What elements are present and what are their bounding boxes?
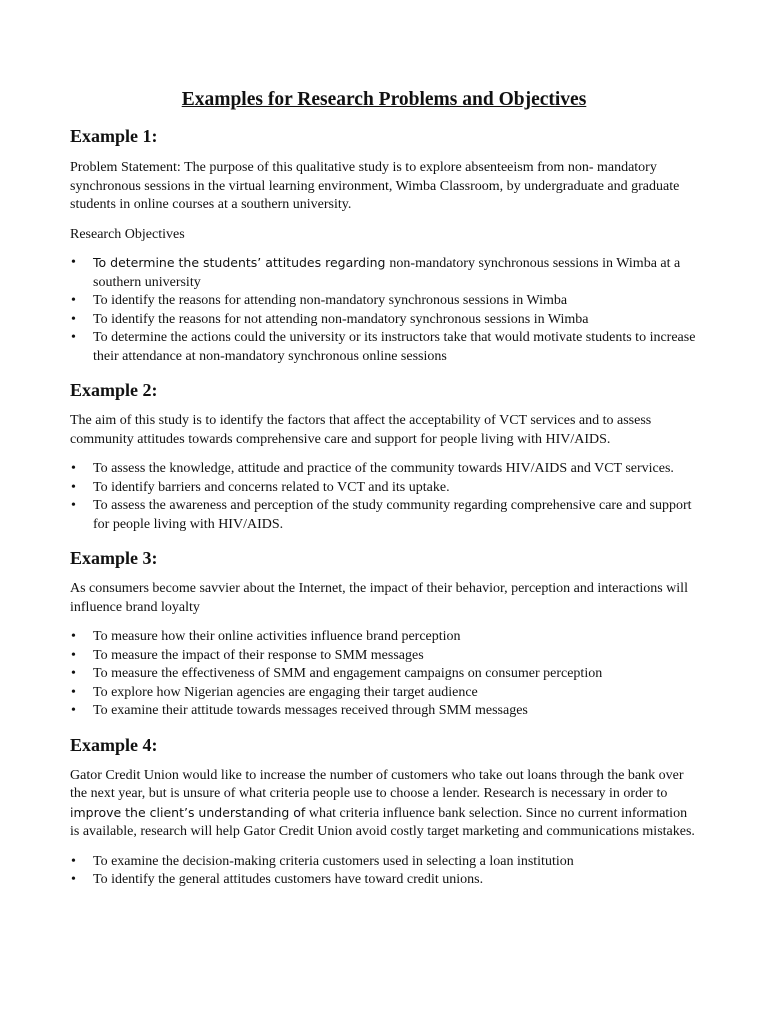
- example-1-objectives-list: [70, 254, 698, 366]
- example-4-paragraph-part1: Gator Credit Union would like to increase the number of customers who take out loans through the bank over the next year, but is unsure of what criteria people use to choose a lender. Research is necessary in order to: [70, 767, 684, 801]
- example-2-heading: Example 2:: [70, 380, 158, 400]
- example-1-problem-statement: Problem Statement: The purpose of this qualitative study is to explore absenteeism from non- mandatory synchronous sessions in the virtual learning environment, Wimba Classroom, by undergraduate and graduate students in online courses at a southern university.: [70, 160, 680, 212]
- list-item: • To assess the knowledge, attitude and practice of the community towards HIV/AIDS and VCT services.: [70, 460, 698, 479]
- example-2-objectives-list: [70, 460, 698, 534]
- list-item: • To identify the reasons for not attending non-mandatory synchronous sessions in Wimba: [70, 311, 698, 330]
- example-1-section: [70, 125, 698, 366]
- document-title: Examples for Research Problems and Objectives: [181, 89, 587, 110]
- list-item: • To examine the decision-making criteria customers used in selecting a loan institution: [70, 853, 698, 872]
- example-2-section: [70, 379, 698, 534]
- list-item: • To measure the impact of their response to SMM messages: [70, 647, 698, 666]
- example-4-objectives-list: [70, 853, 698, 890]
- example-4-heading: Example 4:: [70, 734, 158, 755]
- example-1-heading: Example 1:: [70, 126, 158, 146]
- list-item: • To identify barriers and concerns related to VCT and its uptake.: [70, 479, 698, 498]
- list-item: • To determine the actions could the university or its instructors take that would motivate students to increase their attendance at non-mandatory synchronous online sessions: [70, 329, 698, 366]
- example-3-section: [70, 547, 698, 721]
- example-2-paragraph: The aim of this study is to identify the factors that affect the acceptability of VCT services and to assess community attitudes towards comprehensive care and support for people living with HIV/AIDS.: [70, 413, 652, 447]
- example-1-research-objectives-label: Research Objectives: [70, 226, 185, 242]
- list-item: • To identify the reasons for attending non-mandatory synchronous sessions in Wimba: [70, 292, 698, 311]
- example-3-paragraph: As consumers become savvier about the Internet, the impact of their behavior, perception and interactions will influence brand loyalty: [70, 581, 688, 615]
- list-item: • To measure the effectiveness of SMM and engagement campaigns on consumer perception: [70, 665, 698, 684]
- list-item: • To measure how their online activities influence brand perception: [70, 628, 698, 647]
- example-4-section: [70, 734, 698, 890]
- example-4-paragraph: [70, 767, 698, 842]
- list-item: • To explore how Nigerian agencies are engaging their target audience: [70, 684, 698, 703]
- list-item: • To assess the awareness and perception of the study community regarding comprehensive care and support for people living with HIV/AIDS.: [70, 497, 698, 534]
- list-item: • To examine their attitude towards messages received through SMM messages: [70, 702, 698, 721]
- example-3-objectives-list: [70, 628, 698, 721]
- example-4-paragraph-part2: what criteria influence bank selection. Since no current information is available, research will help Gator Credit Union avoid costly target marketing and communications mistakes.: [70, 805, 695, 839]
- list-item: [70, 254, 698, 292]
- example-4-paragraph-sans: improve the client’s understanding of: [70, 804, 306, 820]
- list-item-text-sans: To determine the students’ attitudes regarding: [93, 255, 390, 270]
- list-item-text: non-mandatory synchronous sessions in Wimba at a southern university: [93, 256, 681, 290]
- example-3-heading: Example 3:: [70, 548, 158, 568]
- list-item: • To identify the general attitudes customers have toward credit unions.: [70, 871, 698, 890]
